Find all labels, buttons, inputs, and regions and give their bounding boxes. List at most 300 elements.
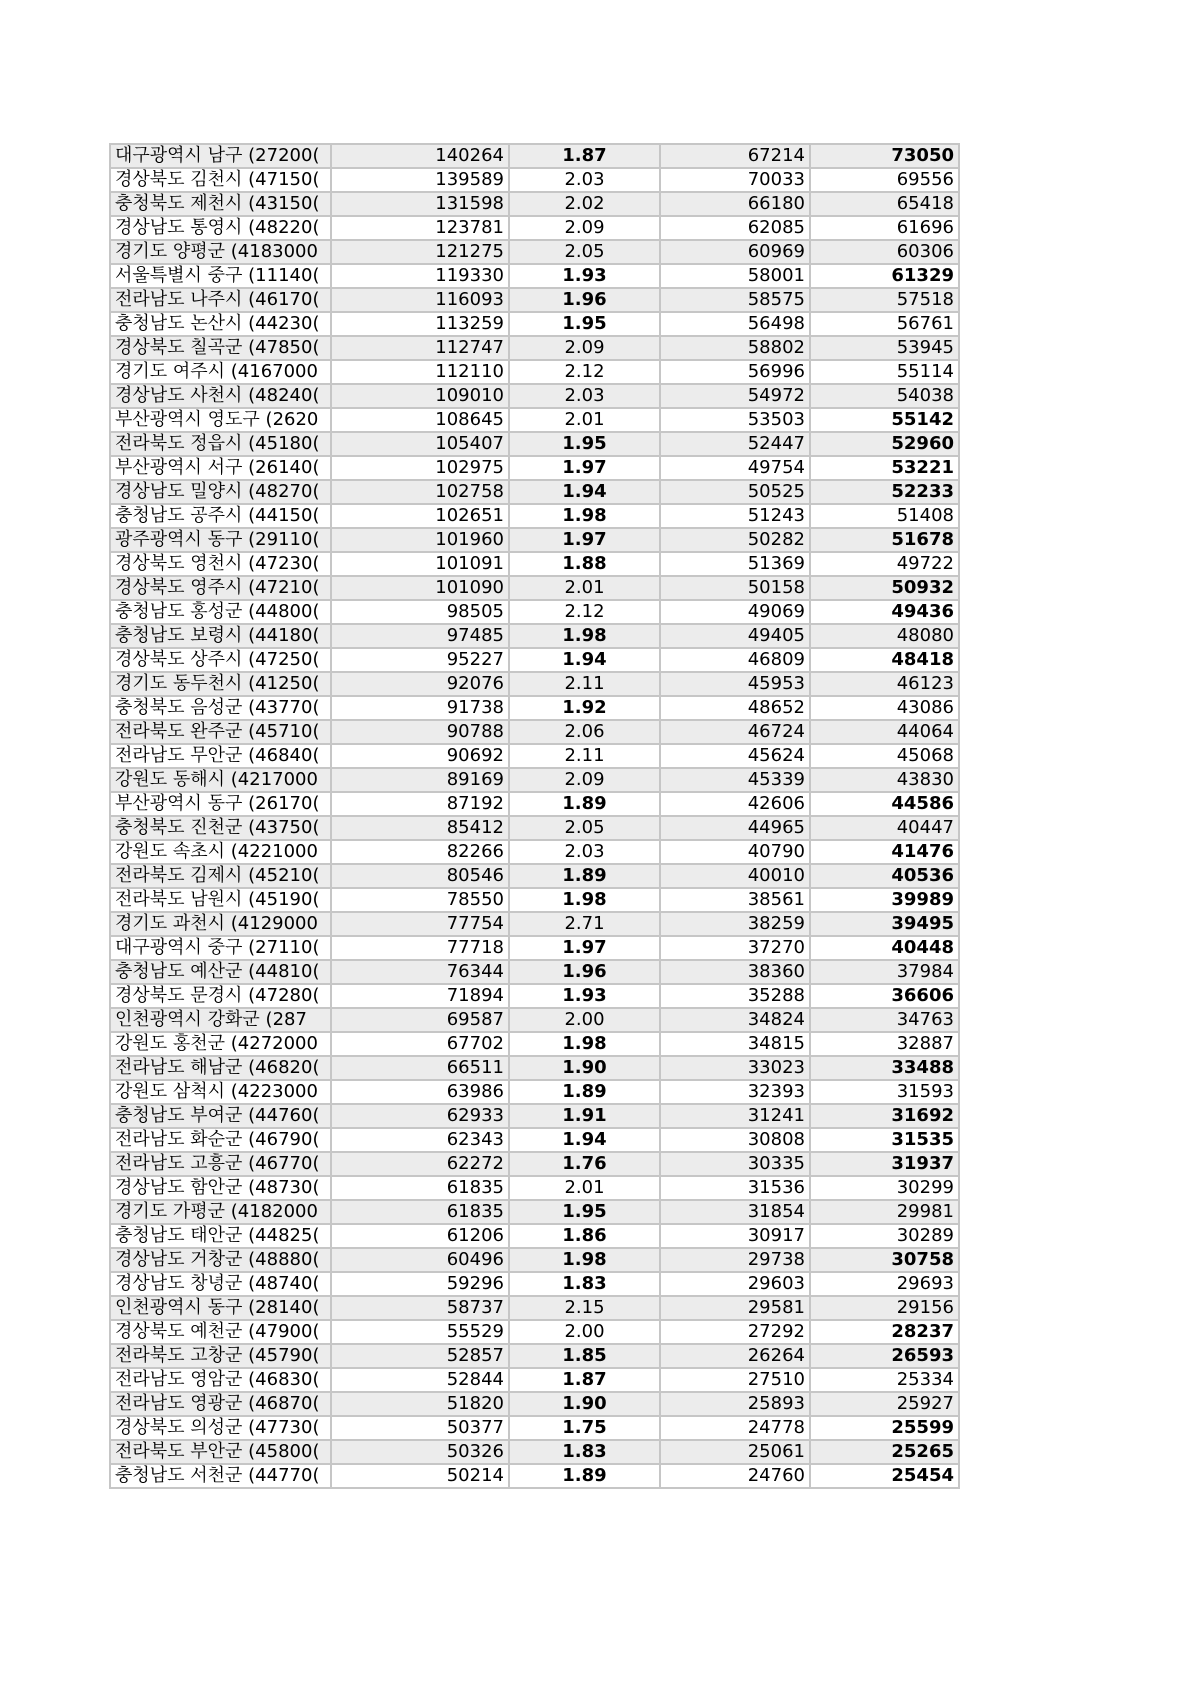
male-cell: 35288	[660, 984, 810, 1008]
population-cell: 131598	[331, 192, 509, 216]
region-cell: 경기도 양평군 (4183000	[110, 240, 331, 264]
female-cell: 39989	[810, 888, 959, 912]
table-row	[110, 1248, 959, 1272]
female-cell: 30758	[810, 1248, 959, 1272]
female-cell: 53945	[810, 336, 959, 360]
male-cell: 26264	[660, 1344, 810, 1368]
female-cell: 53221	[810, 456, 959, 480]
female-cell: 51408	[810, 504, 959, 528]
female-cell: 40448	[810, 936, 959, 960]
region-cell: 경상북도 예천군 (47900(	[110, 1320, 331, 1344]
male-cell: 42606	[660, 792, 810, 816]
population-cell: 69587	[331, 1008, 509, 1032]
population-cell: 112747	[331, 336, 509, 360]
ratio-cell: 1.87	[509, 1368, 660, 1392]
ratio-cell: 1.98	[509, 1032, 660, 1056]
female-cell: 37984	[810, 960, 959, 984]
female-cell: 51678	[810, 528, 959, 552]
table-row	[110, 1080, 959, 1104]
male-cell: 45624	[660, 744, 810, 768]
population-cell: 87192	[331, 792, 509, 816]
ratio-cell: 2.05	[509, 816, 660, 840]
table-row	[110, 552, 959, 576]
region-cell: 부산광역시 동구 (26170(	[110, 792, 331, 816]
male-cell: 58802	[660, 336, 810, 360]
population-cell: 52857	[331, 1344, 509, 1368]
ratio-cell: 1.83	[509, 1272, 660, 1296]
ratio-cell: 1.75	[509, 1416, 660, 1440]
population-cell: 78550	[331, 888, 509, 912]
table-row	[110, 384, 959, 408]
female-cell: 57518	[810, 288, 959, 312]
region-cell: 경상북도 영주시 (47210(	[110, 576, 331, 600]
male-cell: 32393	[660, 1080, 810, 1104]
ratio-cell: 2.01	[509, 1176, 660, 1200]
population-cell: 102758	[331, 480, 509, 504]
female-cell: 25334	[810, 1368, 959, 1392]
population-cell: 105407	[331, 432, 509, 456]
table-row	[110, 1344, 959, 1368]
table-row	[110, 288, 959, 312]
region-cell: 경상남도 밀양시 (48270(	[110, 480, 331, 504]
region-cell: 경상남도 거창군 (48880(	[110, 1248, 331, 1272]
ratio-cell: 2.09	[509, 336, 660, 360]
table-row	[110, 768, 959, 792]
population-cell: 59296	[331, 1272, 509, 1296]
ratio-cell: 1.97	[509, 936, 660, 960]
male-cell: 40790	[660, 840, 810, 864]
male-cell: 46724	[660, 720, 810, 744]
male-cell: 30808	[660, 1128, 810, 1152]
ratio-cell: 2.11	[509, 672, 660, 696]
male-cell: 33023	[660, 1056, 810, 1080]
male-cell: 24760	[660, 1464, 810, 1488]
population-cell: 121275	[331, 240, 509, 264]
ratio-cell: 2.03	[509, 840, 660, 864]
region-cell: 경상북도 문경시 (47280(	[110, 984, 331, 1008]
female-cell: 31593	[810, 1080, 959, 1104]
population-cell: 50377	[331, 1416, 509, 1440]
ratio-cell: 1.93	[509, 264, 660, 288]
female-cell: 45068	[810, 744, 959, 768]
region-cell: 전라북도 정읍시 (45180(	[110, 432, 331, 456]
ratio-cell: 1.97	[509, 456, 660, 480]
male-cell: 29581	[660, 1296, 810, 1320]
population-cell: 62272	[331, 1152, 509, 1176]
table-row	[110, 504, 959, 528]
table-row	[110, 360, 959, 384]
female-cell: 31535	[810, 1128, 959, 1152]
table-row	[110, 264, 959, 288]
male-cell: 58001	[660, 264, 810, 288]
female-cell: 29156	[810, 1296, 959, 1320]
male-cell: 38360	[660, 960, 810, 984]
male-cell: 45953	[660, 672, 810, 696]
region-cell: 대구광역시 중구 (27110(	[110, 936, 331, 960]
table-row	[110, 1056, 959, 1080]
table-row	[110, 576, 959, 600]
ratio-cell: 1.87	[509, 144, 660, 168]
male-cell: 27292	[660, 1320, 810, 1344]
ratio-cell: 1.86	[509, 1224, 660, 1248]
ratio-cell: 1.94	[509, 480, 660, 504]
population-cell: 82266	[331, 840, 509, 864]
female-cell: 55114	[810, 360, 959, 384]
male-cell: 66180	[660, 192, 810, 216]
ratio-cell: 2.06	[509, 720, 660, 744]
table-row	[110, 744, 959, 768]
population-cell: 85412	[331, 816, 509, 840]
female-cell: 52233	[810, 480, 959, 504]
population-cell: 91738	[331, 696, 509, 720]
population-cell: 119330	[331, 264, 509, 288]
ratio-cell: 2.00	[509, 1008, 660, 1032]
ratio-cell: 1.85	[509, 1344, 660, 1368]
male-cell: 37270	[660, 936, 810, 960]
table-row	[110, 720, 959, 744]
female-cell: 54038	[810, 384, 959, 408]
table-row	[110, 144, 959, 168]
population-cell: 90788	[331, 720, 509, 744]
female-cell: 73050	[810, 144, 959, 168]
table-row	[110, 936, 959, 960]
table-row	[110, 1128, 959, 1152]
ratio-cell: 1.95	[509, 1200, 660, 1224]
female-cell: 44586	[810, 792, 959, 816]
ratio-cell: 1.96	[509, 288, 660, 312]
population-cell: 61835	[331, 1200, 509, 1224]
table-body	[110, 144, 959, 1488]
ratio-cell: 1.95	[509, 312, 660, 336]
ratio-cell: 1.96	[509, 960, 660, 984]
male-cell: 49754	[660, 456, 810, 480]
region-cell: 부산광역시 서구 (26140(	[110, 456, 331, 480]
female-cell: 44064	[810, 720, 959, 744]
table-row	[110, 1272, 959, 1296]
population-cell: 50326	[331, 1440, 509, 1464]
male-cell: 25061	[660, 1440, 810, 1464]
population-cell: 123781	[331, 216, 509, 240]
ratio-cell: 1.98	[509, 1248, 660, 1272]
female-cell: 29981	[810, 1200, 959, 1224]
ratio-cell: 2.01	[509, 408, 660, 432]
population-cell: 102975	[331, 456, 509, 480]
table-row	[110, 888, 959, 912]
female-cell: 29693	[810, 1272, 959, 1296]
ratio-cell: 1.89	[509, 792, 660, 816]
table-row	[110, 1104, 959, 1128]
table-row	[110, 480, 959, 504]
population-cell: 90692	[331, 744, 509, 768]
ratio-cell: 2.15	[509, 1296, 660, 1320]
population-cell: 95227	[331, 648, 509, 672]
population-cell: 101090	[331, 576, 509, 600]
ratio-cell: 1.95	[509, 432, 660, 456]
region-cell: 경상남도 사천시 (48240(	[110, 384, 331, 408]
region-cell: 경기도 과천시 (4129000	[110, 912, 331, 936]
region-cell: 경기도 가평군 (4182000	[110, 1200, 331, 1224]
population-cell: 55529	[331, 1320, 509, 1344]
female-cell: 56761	[810, 312, 959, 336]
table-row	[110, 624, 959, 648]
female-cell: 52960	[810, 432, 959, 456]
region-cell: 경상남도 통영시 (48220(	[110, 216, 331, 240]
region-cell: 충청북도 음성군 (43770(	[110, 696, 331, 720]
table-row	[110, 528, 959, 552]
table-row	[110, 1032, 959, 1056]
table-row	[110, 1008, 959, 1032]
female-cell: 60306	[810, 240, 959, 264]
ratio-cell: 1.98	[509, 888, 660, 912]
region-cell: 경상북도 영천시 (47230(	[110, 552, 331, 576]
male-cell: 56996	[660, 360, 810, 384]
data-table	[109, 143, 960, 1489]
female-cell: 25599	[810, 1416, 959, 1440]
table-row	[110, 336, 959, 360]
region-cell: 충청남도 서천군 (44770(	[110, 1464, 331, 1488]
female-cell: 36606	[810, 984, 959, 1008]
region-cell: 전라남도 고흥군 (46770(	[110, 1152, 331, 1176]
table-row	[110, 1224, 959, 1248]
female-cell: 49722	[810, 552, 959, 576]
female-cell: 61696	[810, 216, 959, 240]
male-cell: 24778	[660, 1416, 810, 1440]
ratio-cell: 1.89	[509, 1464, 660, 1488]
table-row	[110, 1320, 959, 1344]
table-row	[110, 240, 959, 264]
region-cell: 경기도 여주시 (4167000	[110, 360, 331, 384]
region-cell: 전라남도 무안군 (46840(	[110, 744, 331, 768]
ratio-cell: 2.71	[509, 912, 660, 936]
female-cell: 46123	[810, 672, 959, 696]
table-row	[110, 1368, 959, 1392]
table-row	[110, 408, 959, 432]
ratio-cell: 2.11	[509, 744, 660, 768]
table-row	[110, 1296, 959, 1320]
region-cell: 강원도 속초시 (4221000	[110, 840, 331, 864]
region-cell: 강원도 홍천군 (4272000	[110, 1032, 331, 1056]
population-cell: 89169	[331, 768, 509, 792]
population-cell: 77754	[331, 912, 509, 936]
female-cell: 43086	[810, 696, 959, 720]
population-cell: 66511	[331, 1056, 509, 1080]
male-cell: 34824	[660, 1008, 810, 1032]
table-row	[110, 216, 959, 240]
population-cell: 71894	[331, 984, 509, 1008]
ratio-cell: 2.12	[509, 600, 660, 624]
ratio-cell: 2.09	[509, 768, 660, 792]
table-row	[110, 168, 959, 192]
ratio-cell: 1.94	[509, 1128, 660, 1152]
population-cell: 77718	[331, 936, 509, 960]
female-cell: 40447	[810, 816, 959, 840]
male-cell: 70033	[660, 168, 810, 192]
male-cell: 52447	[660, 432, 810, 456]
table-row	[110, 840, 959, 864]
female-cell: 43830	[810, 768, 959, 792]
population-cell: 113259	[331, 312, 509, 336]
table-row	[110, 456, 959, 480]
region-cell: 충청남도 홍성군 (44800(	[110, 600, 331, 624]
male-cell: 50525	[660, 480, 810, 504]
region-cell: 전라북도 김제시 (45210(	[110, 864, 331, 888]
region-cell: 인천광역시 강화군 (287	[110, 1008, 331, 1032]
female-cell: 33488	[810, 1056, 959, 1080]
male-cell: 49405	[660, 624, 810, 648]
population-cell: 50214	[331, 1464, 509, 1488]
region-cell: 충청남도 예산군 (44810(	[110, 960, 331, 984]
population-cell: 62343	[331, 1128, 509, 1152]
male-cell: 31854	[660, 1200, 810, 1224]
population-cell: 52844	[331, 1368, 509, 1392]
female-cell: 65418	[810, 192, 959, 216]
region-cell: 경상북도 칠곡군 (47850(	[110, 336, 331, 360]
region-cell: 대구광역시 남구 (27200(	[110, 144, 331, 168]
region-cell: 충청남도 부여군 (44760(	[110, 1104, 331, 1128]
table-row	[110, 984, 959, 1008]
region-cell: 충청남도 보령시 (44180(	[110, 624, 331, 648]
ratio-cell: 1.90	[509, 1056, 660, 1080]
female-cell: 34763	[810, 1008, 959, 1032]
female-cell: 25265	[810, 1440, 959, 1464]
female-cell: 39495	[810, 912, 959, 936]
female-cell: 55142	[810, 408, 959, 432]
population-cell: 51820	[331, 1392, 509, 1416]
population-cell: 140264	[331, 144, 509, 168]
region-cell: 전라북도 완주군 (45710(	[110, 720, 331, 744]
male-cell: 56498	[660, 312, 810, 336]
male-cell: 58575	[660, 288, 810, 312]
female-cell: 48418	[810, 648, 959, 672]
population-cell: 97485	[331, 624, 509, 648]
ratio-cell: 1.76	[509, 1152, 660, 1176]
population-cell: 61206	[331, 1224, 509, 1248]
table-row	[110, 816, 959, 840]
female-cell: 69556	[810, 168, 959, 192]
table-row	[110, 192, 959, 216]
female-cell: 30299	[810, 1176, 959, 1200]
female-cell: 25927	[810, 1392, 959, 1416]
male-cell: 51369	[660, 552, 810, 576]
female-cell: 25454	[810, 1464, 959, 1488]
region-cell: 전라남도 화순군 (46790(	[110, 1128, 331, 1152]
male-cell: 40010	[660, 864, 810, 888]
region-cell: 전라북도 고창군 (45790(	[110, 1344, 331, 1368]
female-cell: 31692	[810, 1104, 959, 1128]
male-cell: 46809	[660, 648, 810, 672]
female-cell: 40536	[810, 864, 959, 888]
table-row	[110, 1200, 959, 1224]
male-cell: 38561	[660, 888, 810, 912]
male-cell: 49069	[660, 600, 810, 624]
table-row	[110, 960, 959, 984]
male-cell: 67214	[660, 144, 810, 168]
male-cell: 29738	[660, 1248, 810, 1272]
table-row	[110, 1416, 959, 1440]
ratio-cell: 2.03	[509, 384, 660, 408]
region-cell: 강원도 삼척시 (4223000	[110, 1080, 331, 1104]
ratio-cell: 1.94	[509, 648, 660, 672]
male-cell: 44965	[660, 816, 810, 840]
table-row	[110, 432, 959, 456]
ratio-cell: 1.90	[509, 1392, 660, 1416]
population-cell: 61835	[331, 1176, 509, 1200]
region-cell: 전라남도 영암군 (46830(	[110, 1368, 331, 1392]
population-cell: 109010	[331, 384, 509, 408]
table-row	[110, 696, 959, 720]
male-cell: 45339	[660, 768, 810, 792]
male-cell: 53503	[660, 408, 810, 432]
ratio-cell: 1.93	[509, 984, 660, 1008]
population-cell: 63986	[331, 1080, 509, 1104]
female-cell: 32887	[810, 1032, 959, 1056]
male-cell: 48652	[660, 696, 810, 720]
male-cell: 38259	[660, 912, 810, 936]
male-cell: 30917	[660, 1224, 810, 1248]
ratio-cell: 2.01	[509, 576, 660, 600]
population-cell: 92076	[331, 672, 509, 696]
population-cell: 139589	[331, 168, 509, 192]
male-cell: 29603	[660, 1272, 810, 1296]
population-cell: 80546	[331, 864, 509, 888]
region-cell: 경상북도 의성군 (47730(	[110, 1416, 331, 1440]
table-row	[110, 1152, 959, 1176]
ratio-cell: 1.88	[509, 552, 660, 576]
male-cell: 50158	[660, 576, 810, 600]
population-cell: 101091	[331, 552, 509, 576]
ratio-cell: 1.98	[509, 504, 660, 528]
table-row	[110, 1176, 959, 1200]
female-cell: 30289	[810, 1224, 959, 1248]
ratio-cell: 2.12	[509, 360, 660, 384]
table-row	[110, 912, 959, 936]
population-cell: 58737	[331, 1296, 509, 1320]
population-cell: 76344	[331, 960, 509, 984]
male-cell: 60969	[660, 240, 810, 264]
female-cell: 61329	[810, 264, 959, 288]
ratio-cell: 1.97	[509, 528, 660, 552]
region-cell: 경상남도 함안군 (48730(	[110, 1176, 331, 1200]
ratio-cell: 1.98	[509, 624, 660, 648]
male-cell: 50282	[660, 528, 810, 552]
table-row	[110, 600, 959, 624]
ratio-cell: 1.83	[509, 1440, 660, 1464]
ratio-cell: 1.89	[509, 864, 660, 888]
region-cell: 서울특별시 중구 (11140(	[110, 264, 331, 288]
male-cell: 31241	[660, 1104, 810, 1128]
ratio-cell: 2.00	[509, 1320, 660, 1344]
region-cell: 경기도 동두천시 (41250(	[110, 672, 331, 696]
female-cell: 48080	[810, 624, 959, 648]
table-row	[110, 1440, 959, 1464]
table-row	[110, 648, 959, 672]
region-cell: 전라북도 남원시 (45190(	[110, 888, 331, 912]
population-cell: 60496	[331, 1248, 509, 1272]
region-cell: 전라남도 영광군 (46870(	[110, 1392, 331, 1416]
female-cell: 50932	[810, 576, 959, 600]
region-cell: 인천광역시 동구 (28140(	[110, 1296, 331, 1320]
region-cell: 전라남도 해남군 (46820(	[110, 1056, 331, 1080]
male-cell: 25893	[660, 1392, 810, 1416]
region-cell: 충청북도 진천군 (43750(	[110, 816, 331, 840]
female-cell: 41476	[810, 840, 959, 864]
region-cell: 충청북도 제천시 (43150(	[110, 192, 331, 216]
ratio-cell: 2.03	[509, 168, 660, 192]
region-cell: 충청남도 논산시 (44230(	[110, 312, 331, 336]
region-cell: 광주광역시 동구 (29110(	[110, 528, 331, 552]
population-cell: 116093	[331, 288, 509, 312]
population-cell: 67702	[331, 1032, 509, 1056]
